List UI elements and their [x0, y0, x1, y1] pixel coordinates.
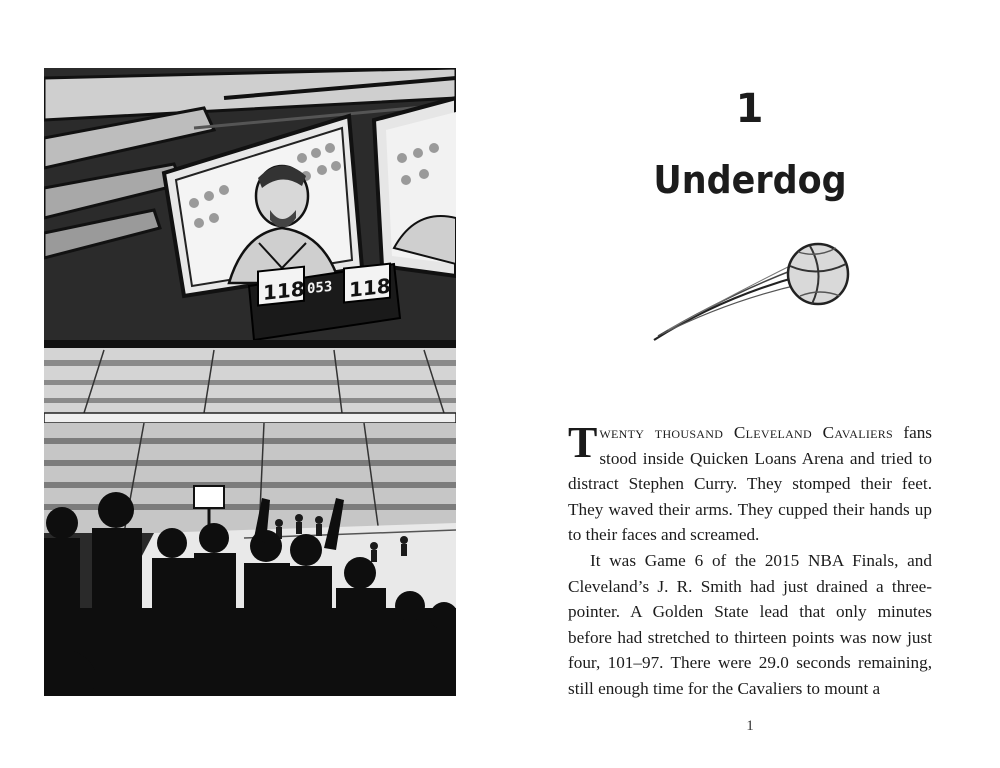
- arena-illustration: [44, 68, 456, 696]
- page-number: 1: [746, 718, 754, 734]
- score-away: 118: [349, 273, 391, 302]
- score-home: 118: [263, 276, 305, 305]
- paragraph-1-text: fans stood inside Quicken Loans Arena and tried to distract Stephen Curry. They stomped their feet. They waved their arms. They cupped their hands up to their faces and screamed.: [568, 423, 932, 545]
- chapter-body: [568, 420, 932, 702]
- paragraph-1: [568, 420, 932, 548]
- game-clock: 053: [307, 278, 333, 298]
- chapter-title: Underdog: [653, 158, 847, 202]
- basketball-icon: [650, 238, 860, 348]
- chapter-number: 1: [735, 86, 765, 132]
- lead-in: wenty thousand Cleveland Cavaliers: [599, 423, 894, 442]
- paragraph-2: It was Game 6 of the 2015 NBA Finals, and Cleveland’s J. R. Smith had just drained a three-pointer. A Golden State lead that only minutes before had stretched to thirteen points was now just four, 101–97. There were 29.0 seconds remaining, still enough time for the Cavaliers to mount a: [568, 550, 932, 698]
- drop-cap: T: [568, 418, 598, 467]
